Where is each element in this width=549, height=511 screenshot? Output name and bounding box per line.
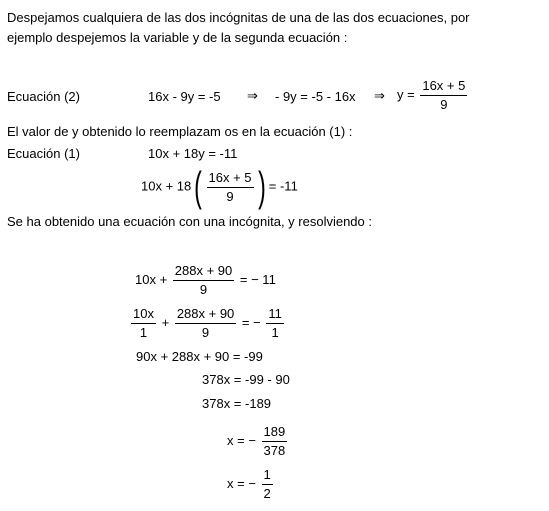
valor-line: El valor de y obtenido lo reemplazam os en la ecuación (1) :: [7, 124, 353, 139]
y-fraction-numerator: 16x + 5: [420, 78, 467, 96]
y-equals: y =: [397, 86, 415, 102]
ec2-step: - 9y = -5 - 16x: [275, 89, 356, 104]
intro-line-1: Despejamos cualquiera de las dos incógnitas de una de las dos ecuaciones, por: [7, 10, 470, 25]
r7-numerator: 1: [262, 467, 273, 485]
r2-plus: +: [161, 314, 170, 330]
r7-denominator: 2: [263, 486, 271, 501]
left-paren: (: [194, 163, 202, 210]
obtained-line: Se ha obtenido una ecuación con una incógnita, y resolviendo :: [7, 214, 372, 229]
r7-left: x = −: [227, 475, 256, 491]
substitution-fraction: [207, 170, 254, 205]
r2-numerator-3: 11: [266, 306, 284, 324]
r2-numerator-2: 288x + 90: [175, 306, 236, 324]
substitution-equation: [141, 163, 298, 210]
resolution-row-1: [135, 263, 276, 298]
r2-fraction-2: [175, 306, 236, 341]
resolution-row-5: 378x = -189: [202, 396, 272, 411]
r6-left: x = −: [227, 432, 256, 448]
r6-denominator: 378: [263, 443, 286, 458]
y-solution: [397, 78, 469, 113]
y-fraction-denominator: 9: [440, 97, 448, 112]
r1-right: = − 11: [239, 271, 276, 287]
ec1-label: Ecuación (1): [7, 146, 80, 161]
r2-denominator-3: 1: [271, 325, 279, 340]
ec1-expression: 10x + 18y = -11: [148, 146, 238, 161]
r1-denominator: 9: [199, 282, 208, 297]
r2-denominator-2: 9: [201, 325, 210, 340]
r1-fraction: [173, 263, 234, 298]
r6-numerator: 189: [262, 424, 288, 442]
substitution-denominator: 9: [226, 188, 234, 204]
intro-line-2: ejemplo despejemos la variable y de la segunda ecuación :: [7, 30, 348, 45]
resolution-row-2: [129, 306, 286, 341]
r1-left: 10x +: [135, 271, 168, 287]
r2-numerator-1: 10x: [131, 306, 156, 324]
r7-fraction: [262, 467, 273, 502]
r2-denominator-1: 1: [139, 325, 148, 340]
resolution-row-4: 378x = -99 - 90: [202, 372, 290, 387]
ec2-label: Ecuación (2): [7, 89, 80, 104]
r2-fraction-3: [266, 306, 284, 341]
substitution-numerator: 16x + 5: [207, 170, 254, 188]
r6-fraction: [262, 424, 288, 459]
r2-fraction-1: [131, 306, 156, 341]
y-fraction: [420, 78, 467, 113]
right-paren: ): [258, 163, 266, 210]
r2-equals: = −: [241, 314, 261, 330]
implies-arrow-1: ⇒: [247, 88, 258, 103]
r1-numerator: 288x + 90: [173, 263, 234, 281]
implies-arrow-2: ⇒: [374, 88, 385, 103]
resolution-row-6: [227, 424, 289, 459]
substitution-left: 10x + 18: [141, 178, 192, 194]
resolution-row-3: 90x + 288x + 90 = -99: [136, 349, 263, 364]
ec2-expression: 16x - 9y = -5: [148, 89, 221, 104]
substitution-right: = -11: [268, 178, 298, 194]
resolution-row-7: [227, 467, 275, 502]
